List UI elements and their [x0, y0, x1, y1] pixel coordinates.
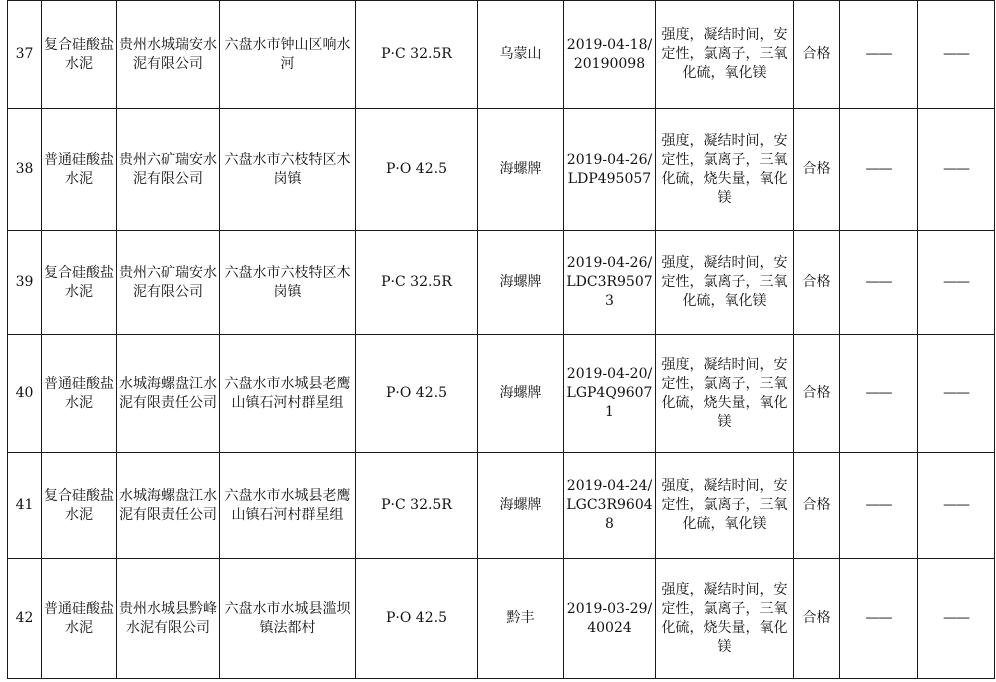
- table-body: [8, 1, 995, 679]
- batch-date-cell: 2019-04-20/LGP4Q96071: [564, 335, 656, 453]
- spec-model-cell: P·O 42.5: [356, 109, 478, 231]
- address-cell: 六盘水市水城县老鹰山镇石河村群星组: [220, 453, 356, 559]
- test-items-cell: 强度，凝结时间，安定性，氯离子，三氧化硫，烧失量，氧化镁: [656, 559, 794, 679]
- manufacturer-cell: 水城海螺盘江水泥有限责任公司: [117, 453, 220, 559]
- manufacturer-cell: 水城海螺盘江水泥有限责任公司: [117, 335, 220, 453]
- brand-cell: 黔丰: [478, 559, 564, 679]
- table-row: [8, 1, 995, 109]
- remarks-cell: ——: [918, 1, 995, 109]
- result-cell: 合格: [794, 335, 840, 453]
- manufacturer-cell: 贵州水城县黔峰水泥有限公司: [117, 559, 220, 679]
- table-row: [8, 335, 995, 453]
- unqualified-items-cell: ——: [840, 231, 918, 335]
- batch-date-cell: 2019-04-24/LGC3R96048: [564, 453, 656, 559]
- brand-cell: 海螺牌: [478, 109, 564, 231]
- spec-model-cell: P·C 32.5R: [356, 1, 478, 109]
- test-items-cell: 强度，凝结时间，安定性，氯离子，三氧化硫，烧失量，氧化镁: [656, 335, 794, 453]
- table-row: [8, 109, 995, 231]
- address-cell: 六盘水市水城县滥坝镇法都村: [220, 559, 356, 679]
- address-cell: 六盘水市水城县老鹰山镇石河村群星组: [220, 335, 356, 453]
- test-items-cell: 强度，凝结时间，安定性，氯离子，三氧化硫，氧化镁: [656, 231, 794, 335]
- test-items-cell: 强度，凝结时间，安定性，氯离子，三氧化硫，氧化镁: [656, 453, 794, 559]
- spec-model-cell: P·C 32.5R: [356, 453, 478, 559]
- unqualified-items-cell: ——: [840, 559, 918, 679]
- row-number-cell: 38: [8, 109, 42, 231]
- address-cell: 六盘水市钟山区响水河: [220, 1, 356, 109]
- result-cell: 合格: [794, 109, 840, 231]
- table-row: [8, 231, 995, 335]
- spec-model-cell: P·O 42.5: [356, 559, 478, 679]
- remarks-cell: ——: [918, 109, 995, 231]
- unqualified-items-cell: ——: [840, 109, 918, 231]
- result-cell: 合格: [794, 231, 840, 335]
- address-cell: 六盘水市六枝特区木岗镇: [220, 109, 356, 231]
- address-cell: 六盘水市六枝特区木岗镇: [220, 231, 356, 335]
- spec-model-cell: P·C 32.5R: [356, 231, 478, 335]
- manufacturer-cell: 贵州六矿瑞安水泥有限公司: [117, 231, 220, 335]
- row-number-cell: 42: [8, 559, 42, 679]
- remarks-cell: ——: [918, 453, 995, 559]
- result-cell: 合格: [794, 453, 840, 559]
- result-cell: 合格: [794, 559, 840, 679]
- product-name-cell: 普通硅酸盐水泥: [42, 109, 117, 231]
- manufacturer-cell: 贵州六矿瑞安水泥有限公司: [117, 109, 220, 231]
- table-row: [8, 453, 995, 559]
- brand-cell: 乌蒙山: [478, 1, 564, 109]
- inspection-results-table: [7, 0, 995, 679]
- batch-date-cell: 2019-04-26/LDC3R95073: [564, 231, 656, 335]
- row-number-cell: 39: [8, 231, 42, 335]
- unqualified-items-cell: ——: [840, 335, 918, 453]
- unqualified-items-cell: ——: [840, 1, 918, 109]
- spec-model-cell: P·O 42.5: [356, 335, 478, 453]
- batch-date-cell: 2019-03-29/40024: [564, 559, 656, 679]
- brand-cell: 海螺牌: [478, 231, 564, 335]
- remarks-cell: ——: [918, 559, 995, 679]
- table-row: [8, 559, 995, 679]
- product-name-cell: 复合硅酸盐水泥: [42, 1, 117, 109]
- test-items-cell: 强度，凝结时间，安定性，氯离子，三氧化硫，烧失量，氧化镁: [656, 109, 794, 231]
- batch-date-cell: 2019-04-26/LDP495057: [564, 109, 656, 231]
- remarks-cell: ——: [918, 335, 995, 453]
- result-cell: 合格: [794, 1, 840, 109]
- brand-cell: 海螺牌: [478, 453, 564, 559]
- row-number-cell: 41: [8, 453, 42, 559]
- product-name-cell: 复合硅酸盐水泥: [42, 231, 117, 335]
- product-name-cell: 复合硅酸盐水泥: [42, 453, 117, 559]
- product-name-cell: 普通硅酸盐水泥: [42, 559, 117, 679]
- batch-date-cell: 2019-04-18/20190098: [564, 1, 656, 109]
- test-items-cell: 强度，凝结时间，安定性，氯离子，三氧化硫，氧化镁: [656, 1, 794, 109]
- product-name-cell: 普通硅酸盐水泥: [42, 335, 117, 453]
- brand-cell: 海螺牌: [478, 335, 564, 453]
- row-number-cell: 37: [8, 1, 42, 109]
- unqualified-items-cell: ——: [840, 453, 918, 559]
- row-number-cell: 40: [8, 335, 42, 453]
- manufacturer-cell: 贵州水城瑞安水泥有限公司: [117, 1, 220, 109]
- remarks-cell: ——: [918, 231, 995, 335]
